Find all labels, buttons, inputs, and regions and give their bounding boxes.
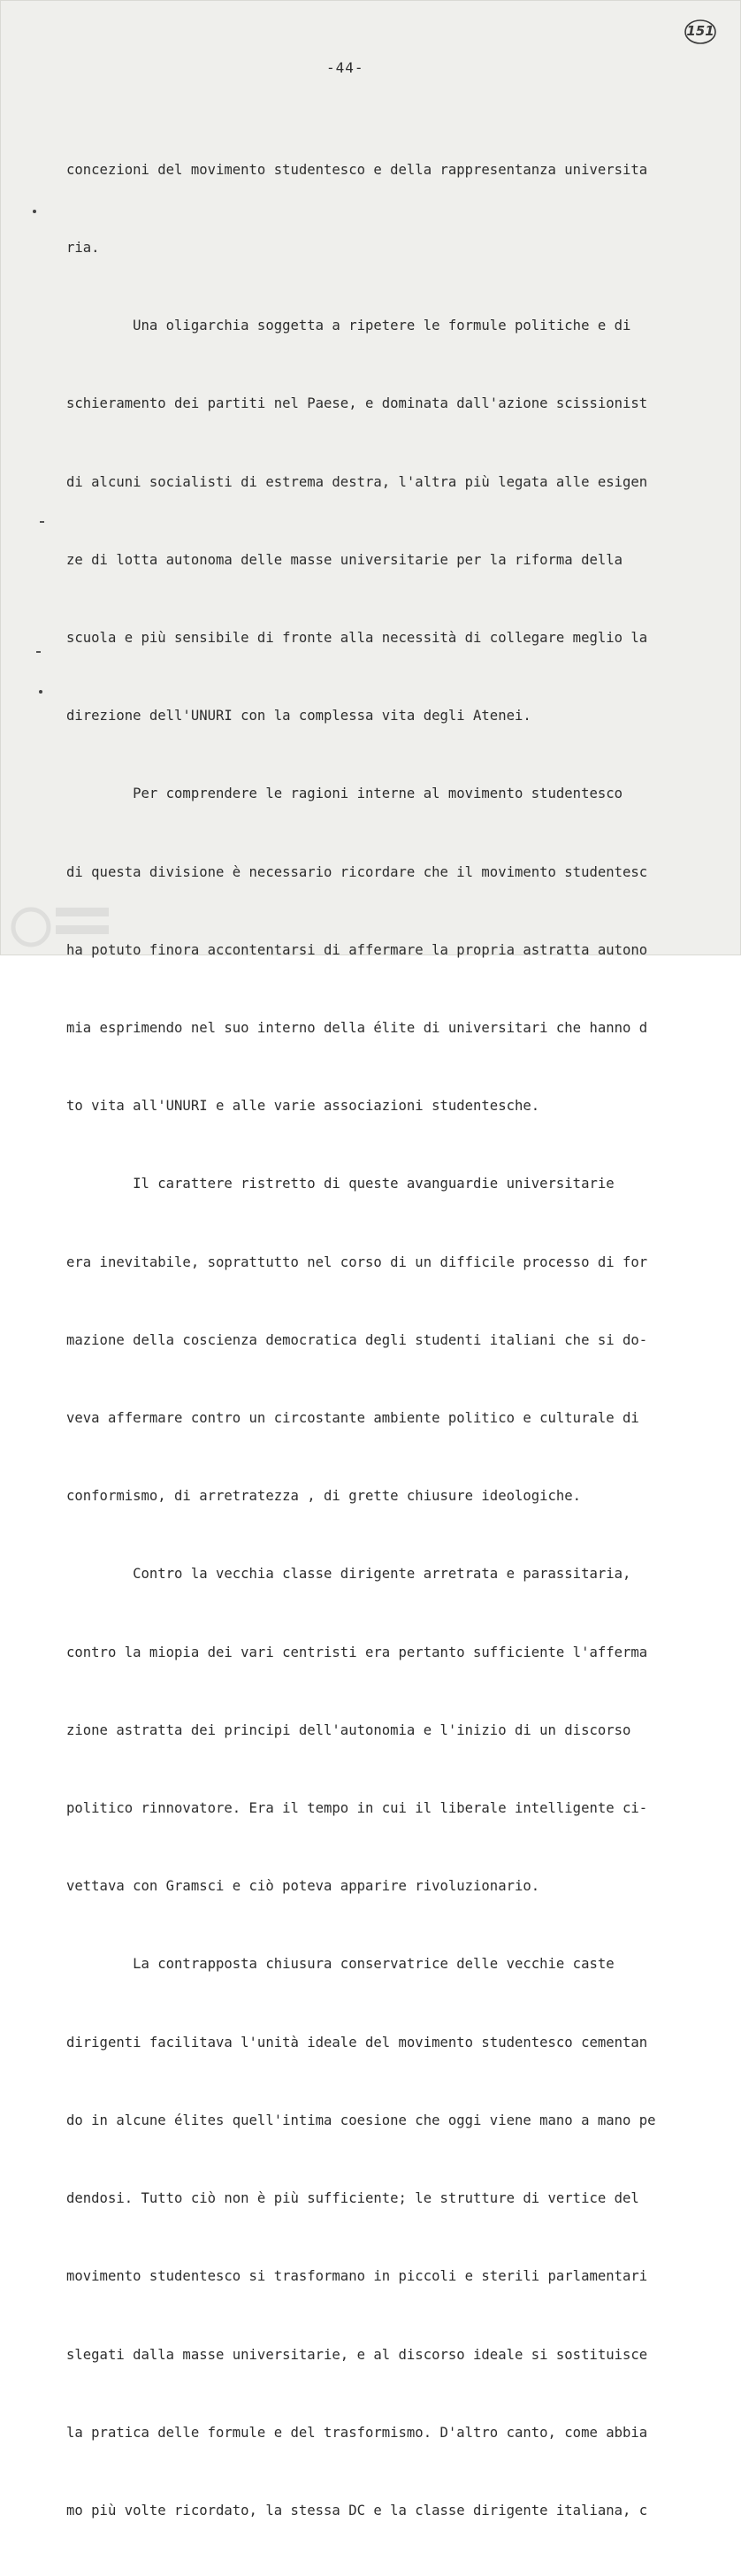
archive-watermark [10, 881, 116, 952]
text-line: dirigenti facilitava l'unità ideale del movimento studentesco cementan [66, 2034, 648, 2051]
text-line: di alcuni socialisti di estrema destra, l'altra più legata alle esigen [66, 473, 648, 490]
margin-dot [33, 210, 36, 213]
margin-dot [39, 690, 42, 694]
text-line: vettava con Gramsci e ciò poteva apparire rivoluzionario. [66, 1878, 540, 1895]
text-line: contro la miopia dei vari centristi era pertanto sufficiente l'afferma [66, 1644, 648, 1660]
folio-number: 151 [686, 23, 714, 39]
text-line: era inevitabile, soprattutto nel corso di un difficile processo di for [66, 1254, 648, 1270]
text-line: to vita all'UNURI e alle varie associazioni studentesche. [66, 1098, 540, 1115]
text-line: Una oligarchia soggetta a ripetere le formule politiche e di [66, 318, 631, 334]
text-line: di questa divisione è necessario ricordare che il movimento studentesc [66, 863, 648, 880]
text-line: slegati dalla masse universitarie, e al discorso ideale si sostituisce [66, 2346, 648, 2363]
margin-tick [36, 651, 41, 653]
text-line: direzione dell'UNURI con la complessa vita degli Atenei. [66, 708, 531, 724]
text-line: veva affermare contro un circostante ambiente politico e culturale di [66, 1410, 639, 1427]
text-line: do in alcune élites quell'intima coesione che oggi viene mano a mano pe [66, 2112, 656, 2128]
text-line: mazione della coscienza democratica degli studenti italiani che si do- [66, 1331, 648, 1348]
margin-tick [40, 521, 44, 523]
text-line: zione astratta dei principi dell'autonomia e l'inizio di un discorso [66, 1721, 631, 1738]
text-line: La contrapposta chiusura conservatrice delle vecchie caste [66, 1956, 615, 1973]
text-line: mia esprimendo nel suo interno della élite di universitari che hanno d [66, 1020, 648, 1037]
page-number: -44- [326, 59, 364, 76]
text-line: ria. [66, 240, 100, 257]
text-line: la pratica delle formule e del trasformismo. D'altro canto, come abbia [66, 2424, 648, 2441]
body-text [66, 105, 694, 2576]
folio-stamp [684, 19, 717, 45]
text-line: ze di lotta autonoma delle masse universitarie per la riforma della [66, 551, 623, 568]
text-line: movimento studentesco si trasformano in piccoli e sterili parlamentari [66, 2268, 648, 2285]
text-line: Per comprendere le ragioni interne al movimento studentesco [66, 786, 623, 802]
text-line: conformismo, di arretratezza , di grette chiusure ideologiche. [66, 1488, 582, 1505]
text-line: ha potuto finora accontentarsi di affermare la propria astratta autono [66, 941, 648, 958]
text-line: scuola e più sensibile di fronte alla necessità di collegare meglio la [66, 630, 648, 647]
text-line: Contro la vecchia classe dirigente arretrata e parassitaria, [66, 1566, 631, 1583]
text-line: Il carattere ristretto di queste avanguardie universitarie [66, 1176, 615, 1192]
text-line: politico rinnovatore. Era il tempo in cui il liberale intelligente ci- [66, 1800, 648, 1817]
text-line: dendosi. Tutto ciò non è più sufficiente; le strutture di vertice del [66, 2190, 639, 2207]
watermark-emblem-icon [10, 881, 116, 952]
text-line: concezioni del movimento studentesco e della rappresentanza universita [66, 161, 648, 178]
text-line: mo più volte ricordato, la stessa DC e la classe dirigente italiana, c [66, 2502, 648, 2518]
text-line: schieramento dei partiti nel Paese, e dominata dall'azione scissionist [66, 395, 648, 412]
